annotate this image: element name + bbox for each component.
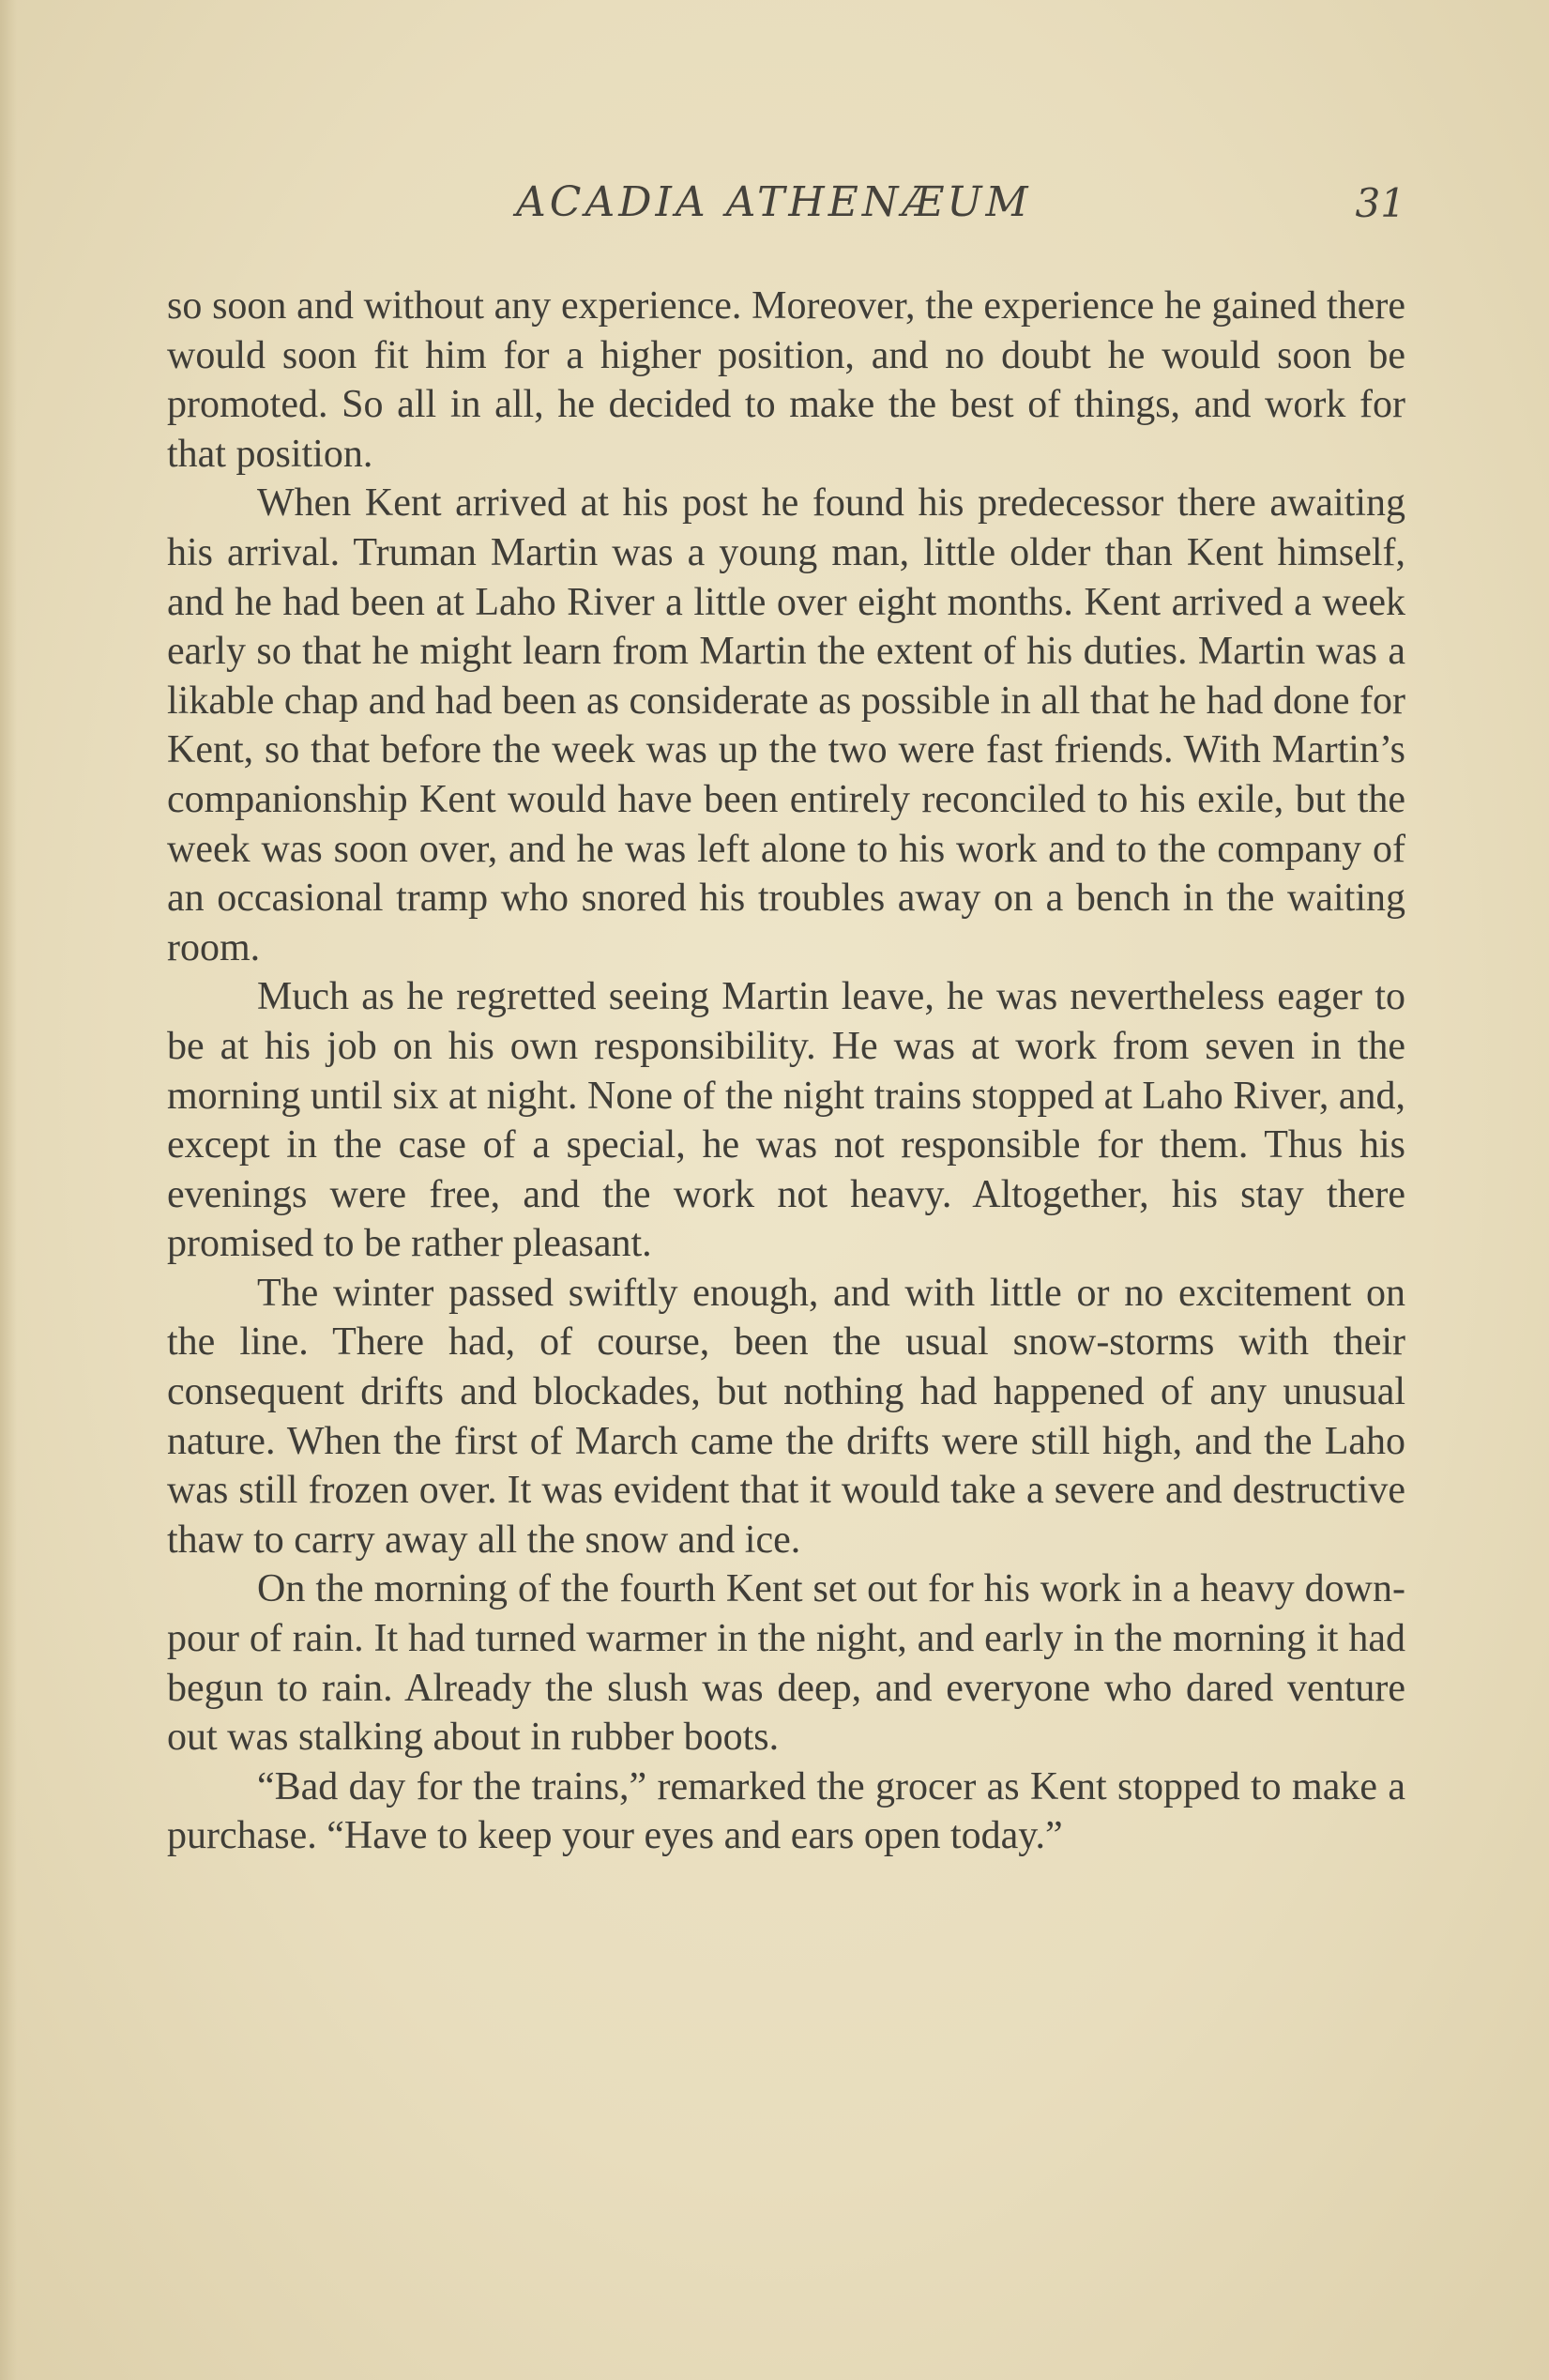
- paragraph: The winter passed swiftly enough, and with little or no excitement on the line. There had, of course, been the usual snow-storms with their consequent drifts and blockades, but nothing had happened of any unusual nature. When the first of March came the drifts were still high, and the Laho was still frozen over. It was evident that it would take a severe and destructive thaw to carry away all the snow and ice.: [167, 1271, 1405, 1562]
- paragraph: On the morning of the fourth Kent set out for his work in a heavy down-pour of rain. It had turned warmer in the night, and early in the morning it had begun to rain. Already the slush was deep, and everyone who dared venture out was stalking about in rubber boots.: [167, 1567, 1405, 1760]
- page-number: 31: [1355, 180, 1405, 226]
- paragraph: “Bad day for the trains,” remarked the grocer as Kent stopped to make a purchase. “Have to keep your eyes and ears open today.”: [167, 1764, 1405, 1858]
- body-text: [167, 282, 1405, 1861]
- paragraph: so soon and without any experience. Moreover, the experience he gained there would soon fit him for a higher position, and no doubt he would soon be promoted. So all in all, he decided to make the best of things, and work for that position.: [167, 284, 1405, 476]
- page-header: [167, 178, 1405, 235]
- running-title: ACADIA ATHENÆUM: [516, 178, 1032, 226]
- paragraph: When Kent arrived at his post he found his predecessor there awaiting his arrival. Truman Martin was a young man, little older than Kent himself, and he had been at Laho River a little over eight months. Kent arrived a week early so that he might learn from Martin the extent of his duties. Martin was a likable chap and had been as considerate as possible in all that he had done for Kent, so that before the week was up the two were fast friends. With Martin’s companionship Kent would have been entirely reconciled to his exile, but the week was soon over, and he was left alone to his work and to the company of an occasional tramp who snored his troubles away on a bench in the waiting room.: [167, 481, 1405, 969]
- paragraph: Much as he regretted seeing Martin leave, he was nevertheless eager to be at his job on his own responsibility. He was at work from seven in the morning until six at night. None of the night trains stopped at Laho River, and, except in the case of a special, he was not responsible for them. Thus his evenings were free, and the work not heavy. Altogether, his stay there promised to be rather pleasant.: [167, 975, 1405, 1266]
